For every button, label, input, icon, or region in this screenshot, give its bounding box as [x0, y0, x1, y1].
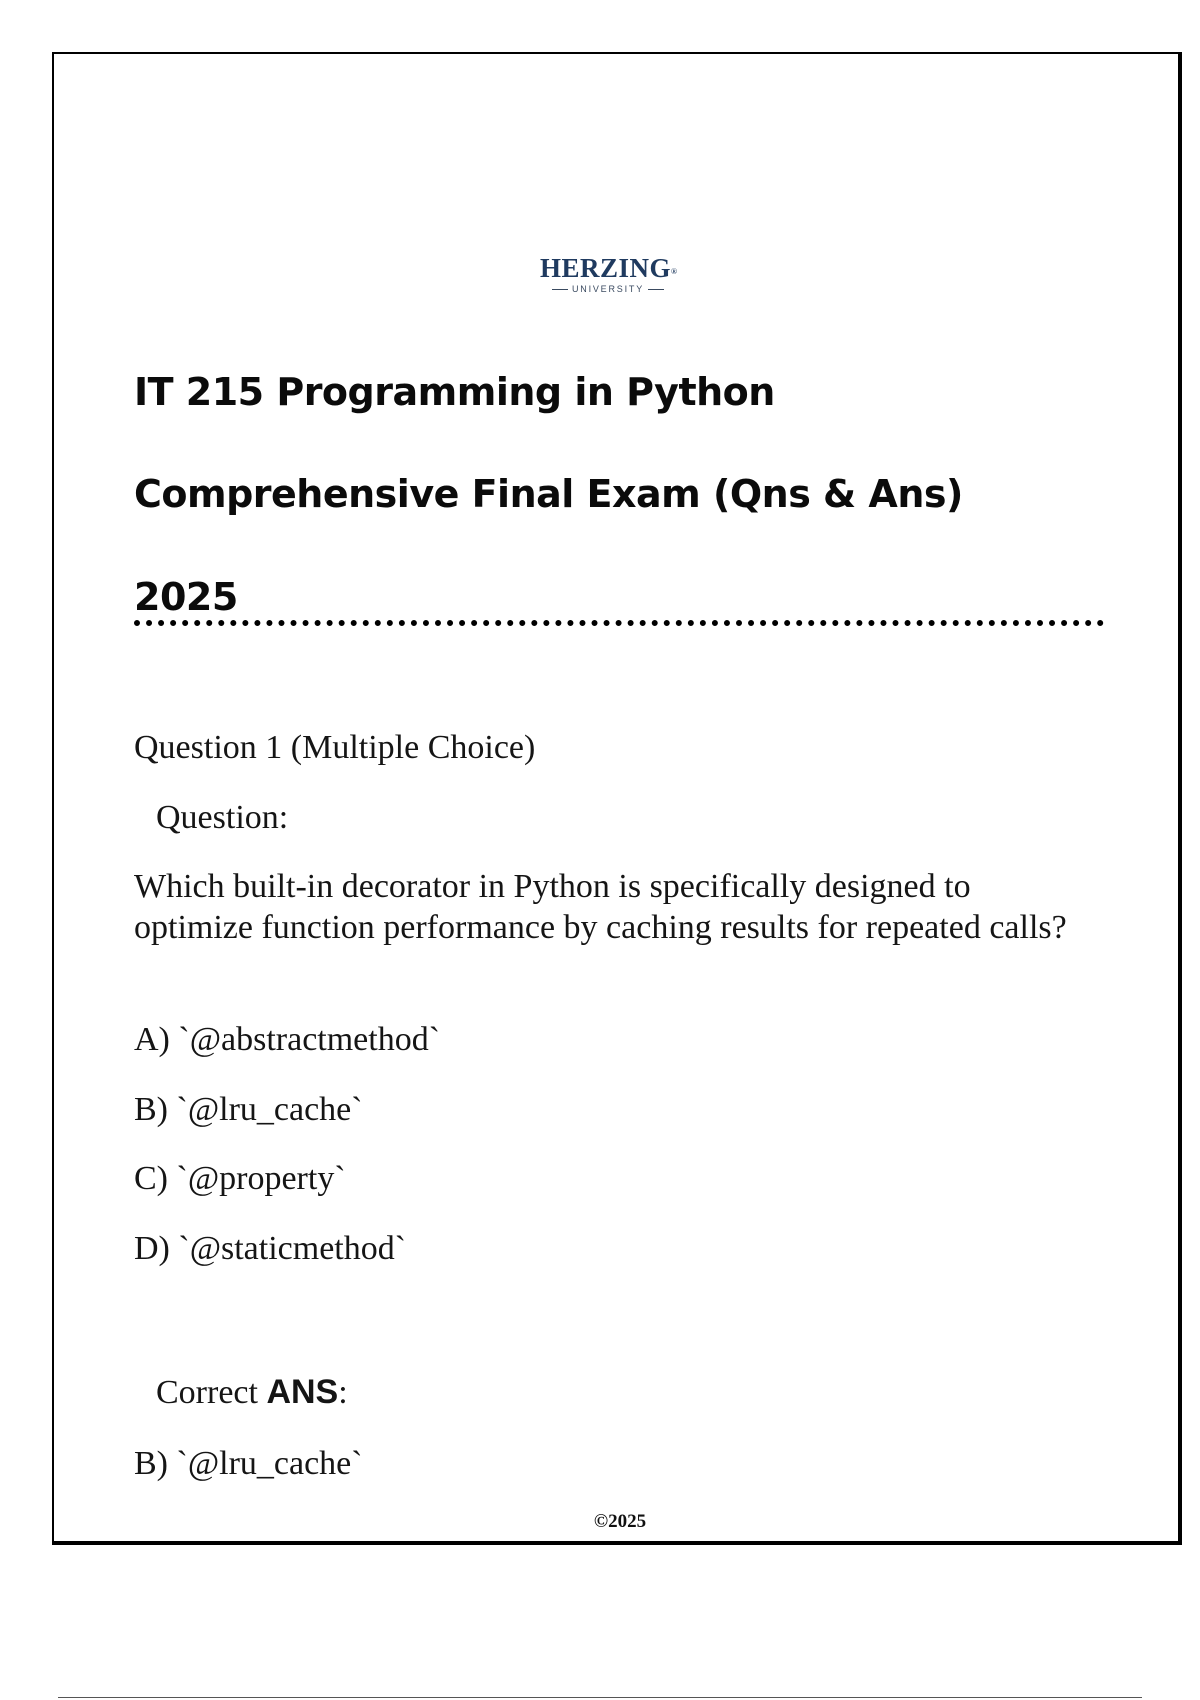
copyright-footer: ©2025 — [593, 1511, 647, 1532]
correct-answer-label: Correct ANS: — [156, 1373, 348, 1411]
question-label: Question: — [156, 799, 289, 836]
correct-answer-value: B) `@lru_cache` — [134, 1445, 363, 1482]
exam-title: Comprehensive Final Exam (Qns & Ans) — [134, 472, 963, 516]
question-heading: Question 1 (Multiple Choice) — [134, 729, 536, 766]
question-text: Which built-in decorator in Python is specifically designed to optimize function performance by caching results for repeated calls? — [134, 868, 1067, 946]
exam-year: 2025 — [134, 575, 238, 619]
option-d: D) `@staticmethod` — [134, 1230, 407, 1267]
dotted-divider — [134, 620, 1104, 626]
course-title: IT 215 Programming in Python — [134, 370, 775, 414]
logo-subtitle: UNIVERSITY — [540, 283, 676, 295]
option-a: A) `@abstractmethod` — [134, 1021, 441, 1058]
option-b: B) `@lru_cache` — [134, 1091, 363, 1128]
herzing-university-logo — [540, 253, 676, 311]
page-bottom-rule — [58, 1697, 1142, 1698]
option-c: C) `@property` — [134, 1160, 346, 1197]
logo-wordmark: HERZING® — [540, 253, 678, 283]
